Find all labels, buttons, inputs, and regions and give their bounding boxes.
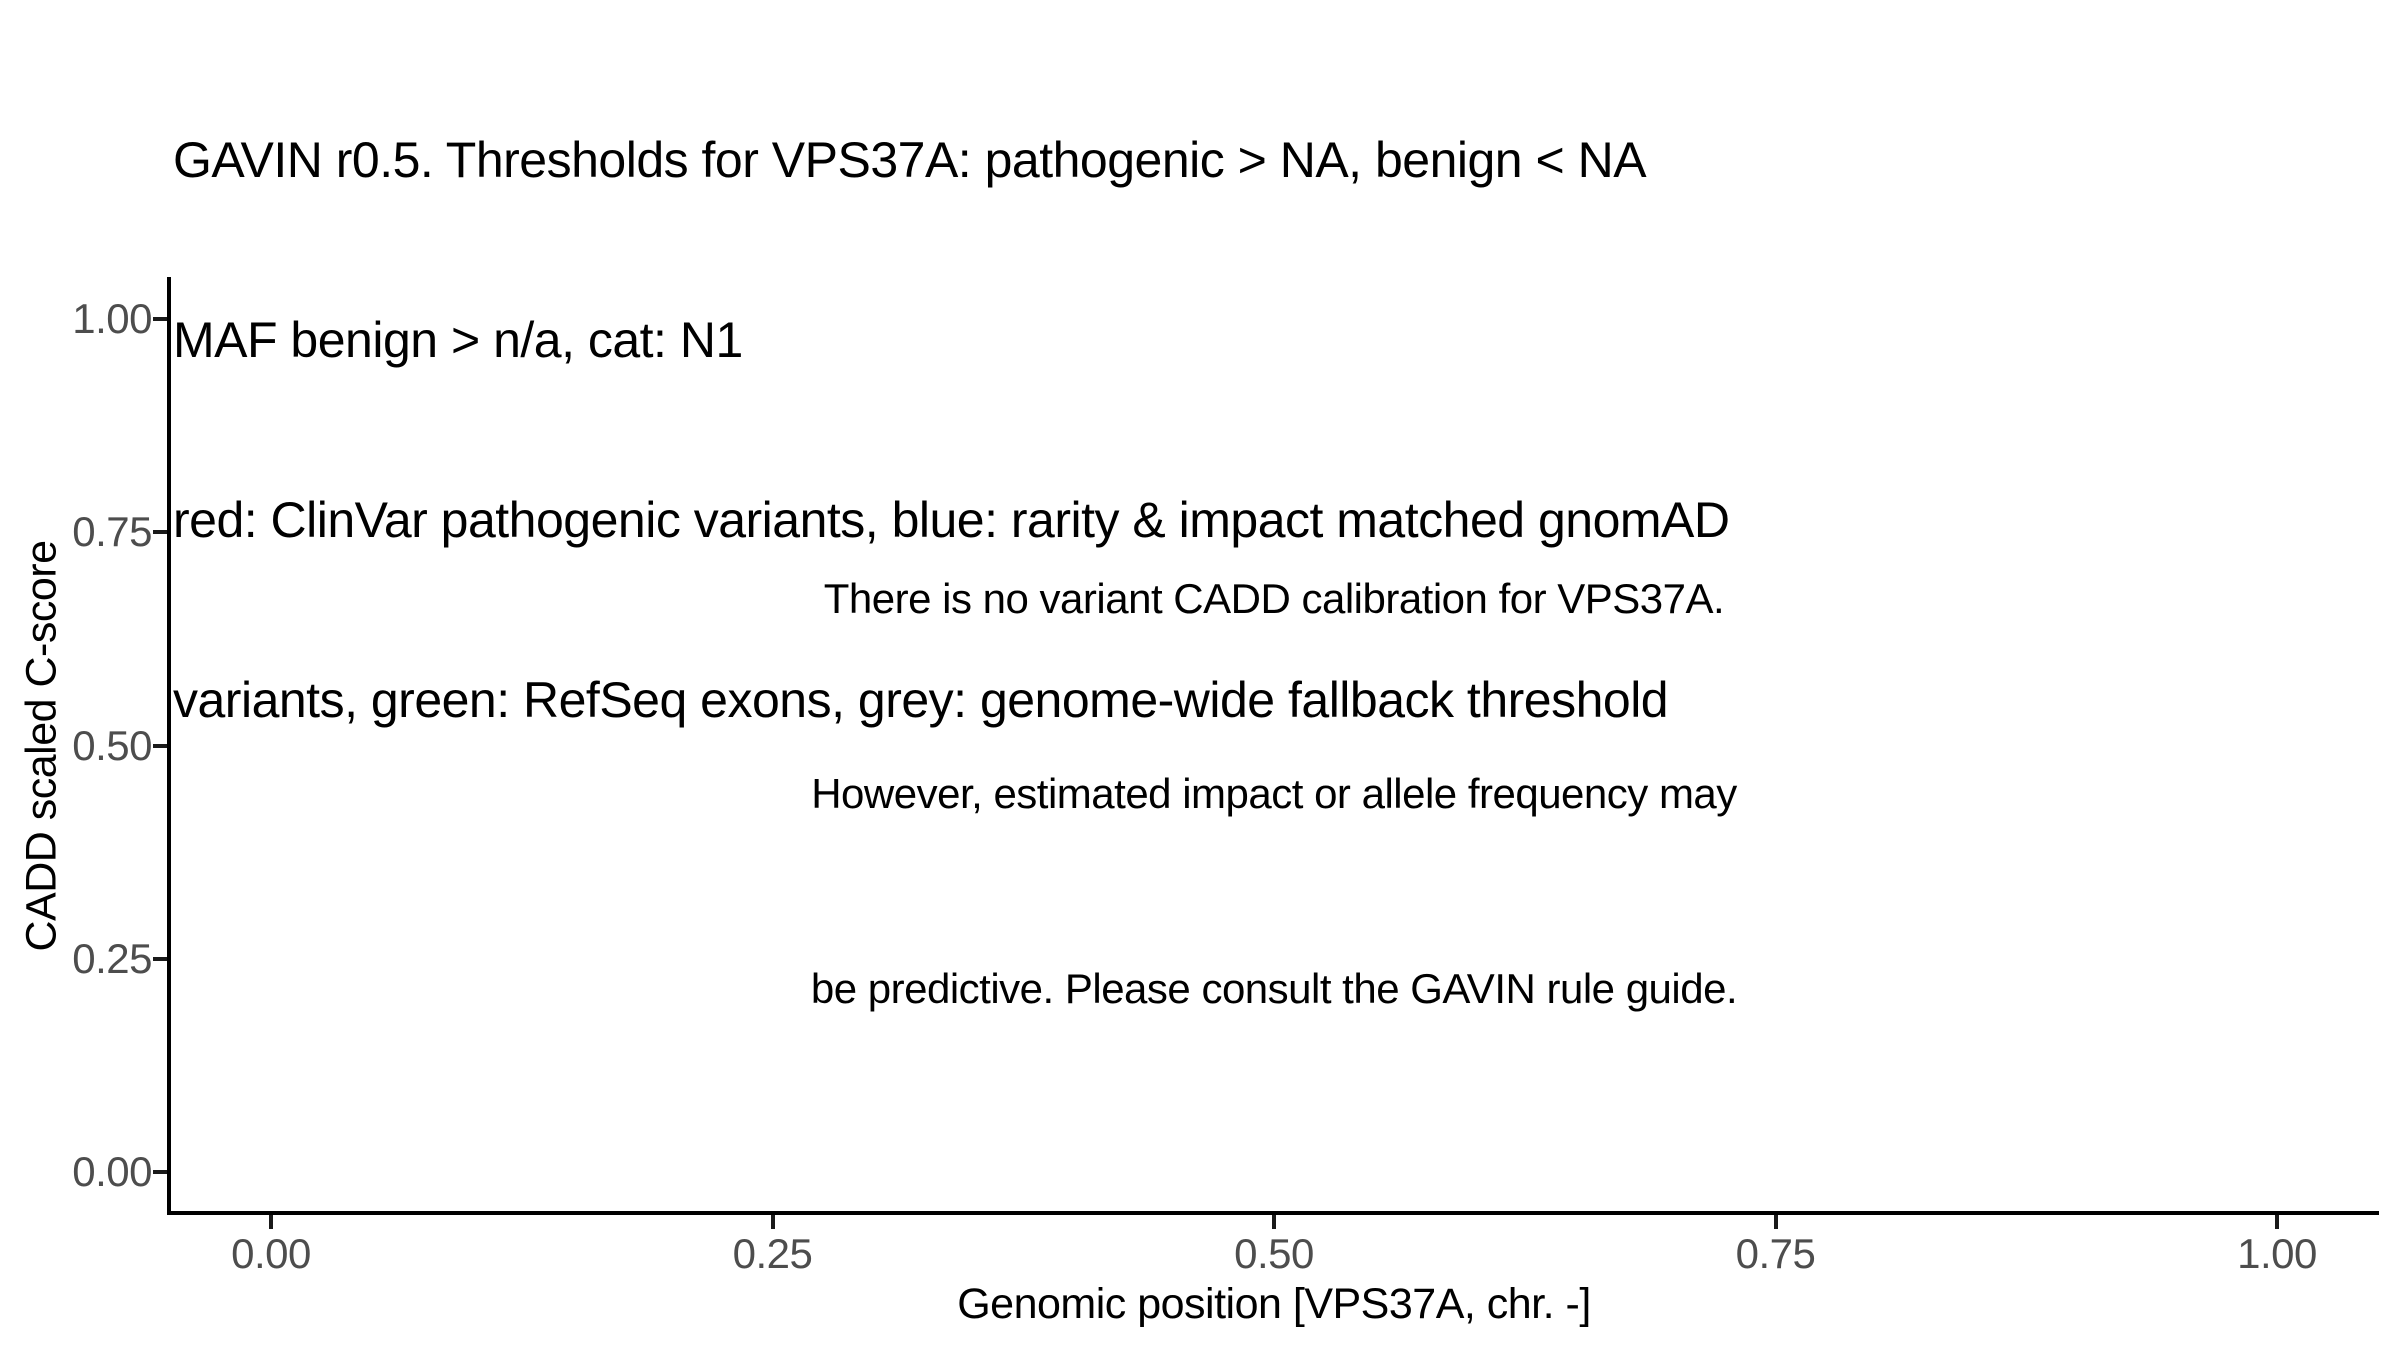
- y-tick-mark: [153, 530, 167, 534]
- y-axis-title: CADD scaled C-score: [17, 540, 66, 952]
- chart-title-line-2: MAF benign > n/a, cat: N1: [173, 312, 743, 368]
- y-tick-mark: [153, 317, 167, 321]
- y-tick-label: 0.75: [72, 508, 152, 556]
- chart-title-line-4: variants, green: RefSeq exons, grey: genome-wide fallback threshold: [173, 672, 1669, 728]
- x-tick-label: 0.75: [1735, 1230, 1816, 1277]
- y-tick-label: 0.00: [72, 1148, 152, 1195]
- chart-title-line-3: red: ClinVar pathogenic variants, blue: rarity & impact matched gnomAD: [173, 492, 1730, 548]
- x-tick-label: 0.50: [1234, 1230, 1314, 1277]
- x-tick-mark: [1272, 1215, 1276, 1229]
- y-tick-mark: [153, 957, 167, 961]
- x-tick-mark: [1774, 1215, 1778, 1229]
- y-tick-label: 0.25: [72, 934, 152, 982]
- y-tick-label: 1.00: [72, 295, 152, 342]
- x-tick-mark: [269, 1215, 273, 1229]
- y-tick-mark: [153, 744, 167, 748]
- y-axis-line: [167, 277, 171, 1215]
- x-tick-mark: [771, 1215, 775, 1229]
- y-tick-label: 0.50: [72, 721, 152, 769]
- y-tick-mark: [153, 1170, 167, 1174]
- x-axis-title: Genomic position [VPS37A, chr. -]: [957, 1280, 1591, 1328]
- annotation-line-2: However, estimated impact or allele frequency may: [811, 770, 1737, 817]
- annotation-line-3: be predictive. Please consult the GAVIN rule guide.: [810, 965, 1738, 1012]
- x-tick-label: 1.00: [2237, 1230, 2317, 1277]
- annotation-line-1: There is no variant CADD calibration for VPS37A.: [823, 575, 1725, 622]
- x-tick-label: 0.25: [732, 1230, 813, 1277]
- chart-title-line-1: GAVIN r0.5. Thresholds for VPS37A: pathogenic > NA, benign < NA: [173, 132, 1647, 188]
- x-tick-mark: [2275, 1215, 2279, 1229]
- x-tick-label: 0.00: [231, 1230, 311, 1277]
- no-calibration-annotation: [674, 436, 1874, 1151]
